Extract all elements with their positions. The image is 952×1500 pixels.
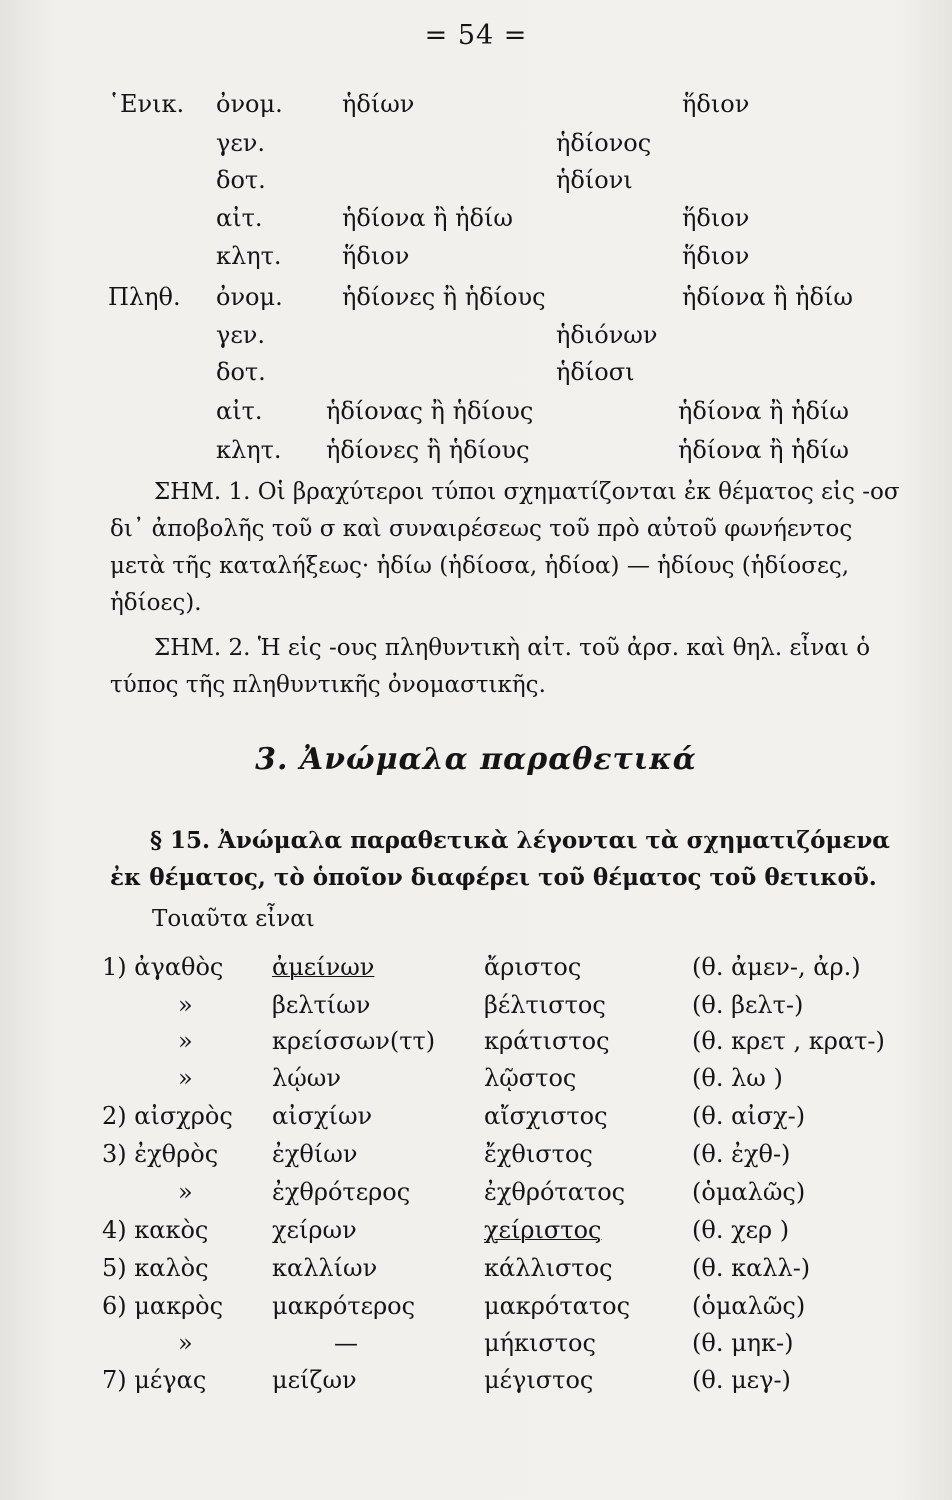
case-label: ὀνομ. [216, 283, 283, 311]
superlative-form: ἔχθιστος [484, 1140, 593, 1168]
case-label: κλητ. [216, 242, 282, 270]
comparative-form: μείζων [272, 1366, 357, 1394]
stem-note: (θ. χερ ) [692, 1216, 790, 1244]
note-2: ΣΗΜ. 2. Ἡ εἰς -ους πληθυντικὴ αἰτ. τοῦ ἀρσ. καὶ θηλ. εἶναι ὁ τύπος τῆς πληθυντικῆς ὀνομαστικῆς. [110, 635, 871, 698]
case-label: γεν. [216, 129, 265, 157]
stem-note: (θ. μεγ-) [692, 1366, 791, 1394]
comparative-form: μακρότερος [272, 1292, 416, 1320]
neuter-form: ἥδιον [682, 242, 750, 270]
comparative-form: βελτίων [272, 991, 371, 1019]
number-label: ῾Ενικ. [108, 90, 185, 118]
superlative-form: λῷστος [484, 1064, 577, 1092]
neuter-form: ἡδίονα ἢ ἡδίω [678, 397, 849, 425]
masc-fem-form: ἡδίων [342, 90, 415, 118]
common-form: ἡδίονος [556, 129, 652, 157]
stem-note: (θ. αἰσχ-) [692, 1102, 806, 1130]
common-form: ἡδίοσι [556, 358, 635, 386]
positive-form: 4) κακὸς [102, 1216, 209, 1244]
superlative-form: μέγιστος [484, 1366, 594, 1394]
page-number: = 54 = [424, 20, 528, 51]
positive-form: » [178, 1329, 193, 1357]
neuter-form: ἡδίονα ἢ ἡδίω [678, 436, 849, 464]
neuter-form: ἡδίονα ἢ ἡδίω [682, 283, 853, 311]
comparative-form: αἰσχίων [272, 1102, 373, 1130]
positive-form: » [178, 1064, 193, 1092]
positive-form: 1) ἀγαθὸς [102, 953, 224, 981]
section-heading: 3. Ἀνώμαλα παραθετικά [255, 742, 697, 777]
superlative-form: μήκιστος [484, 1329, 596, 1357]
positive-form: » [178, 1178, 193, 1206]
note-1: ΣΗΜ. 1. Οἱ βραχύτεροι τύποι σχηματίζονται ἐκ θέματος εἰς -οσ δι᾽ ἀποβολῆς τοῦ σ καὶ συναιρέσεως τοῦ πρὸ αὐτοῦ φωνήεντος μετὰ τῆς καταλήξεως· ἡδίω (ἡδίοσα, ἡδίοα) — ἡδίους (ἡδίοσες, ἡδίοες). [110, 479, 900, 616]
neuter-form: ἥδιον [682, 90, 750, 118]
superlative-form: κάλλιστος [484, 1254, 613, 1282]
superlative-form: κράτιστος [484, 1027, 610, 1055]
case-label: αἰτ. [216, 397, 263, 425]
masc-fem-form: ἡδίονες ἢ ἡδίους [326, 436, 530, 464]
positive-form: 3) ἐχθρὸς [102, 1140, 219, 1168]
case-label: δοτ. [216, 166, 266, 194]
case-label: δοτ. [216, 358, 266, 386]
positive-form: 2) αἰσχρὸς [102, 1102, 233, 1130]
case-label: αἰτ. [216, 204, 263, 232]
comparative-form: ἀμείνων [272, 953, 375, 981]
superlative-form: βέλτιστος [484, 991, 606, 1019]
masc-fem-form: ἡδίονας ἢ ἡδίους [326, 397, 534, 425]
stem-note: (θ. βελτ-) [692, 991, 804, 1019]
intro-line: Τοιαῦτα εἶναι [152, 906, 315, 932]
common-form: ἡδιόνων [556, 321, 658, 349]
neuter-form: ἥδιον [682, 204, 750, 232]
superlative-form: αἴσχιστος [484, 1102, 608, 1130]
superlative-form: ἄριστος [484, 953, 582, 981]
stem-note: (ὁμαλῶς) [692, 1178, 806, 1206]
case-label: γεν. [216, 321, 265, 349]
stem-note: (ὁμαλῶς) [692, 1292, 806, 1320]
positive-form: 6) μακρὸς [102, 1292, 224, 1320]
positive-form: 5) καλὸς [102, 1254, 209, 1282]
positive-form: » [178, 1027, 193, 1055]
masc-fem-form: ἥδιον [342, 242, 410, 270]
masc-fem-form: ἡδίονες ἢ ἡδίους [342, 283, 546, 311]
number-label: Πληθ. [108, 283, 181, 311]
stem-note: (θ. λω ) [692, 1064, 783, 1092]
comparative-form: ἐχθρότερος [272, 1178, 411, 1206]
case-label: κλητ. [216, 436, 282, 464]
stem-note: (θ. μηκ-) [692, 1329, 794, 1357]
superlative-form: μακρότατος [484, 1292, 631, 1320]
stem-note: (θ. ἀμεν-, ἀρ.) [692, 953, 861, 981]
comparative-form: καλλίων [272, 1254, 378, 1282]
comparative-form: χείρων [272, 1216, 357, 1244]
stem-note: (θ. καλλ-) [692, 1254, 811, 1282]
positive-form: 7) μέγας [102, 1366, 207, 1394]
paragraph-15: § 15. Ἀνώμαλα παραθετικὰ λέγονται τὰ σχηματιζόμενα ἐκ θέματος, τὸ ὁποῖον διαφέρει τοῦ θέματος τοῦ θετικοῦ. [110, 827, 890, 891]
comparative-form: — [334, 1329, 358, 1357]
comparative-form: ἐχθίων [272, 1140, 358, 1168]
case-label: ὀνομ. [216, 90, 283, 118]
positive-form: » [178, 991, 193, 1019]
common-form: ἡδίονι [556, 166, 633, 194]
masc-fem-form: ἡδίονα ἢ ἡδίω [342, 204, 513, 232]
comparative-form: λῴων [272, 1064, 341, 1092]
comparative-form: κρείσσων(ττ) [272, 1027, 436, 1055]
stem-note: (θ. κρετ , κρατ-) [692, 1027, 885, 1055]
superlative-form: ἐχθρότατος [484, 1178, 626, 1206]
stem-note: (θ. ἐχθ-) [692, 1140, 791, 1168]
superlative-form: χείριστος [484, 1216, 602, 1244]
